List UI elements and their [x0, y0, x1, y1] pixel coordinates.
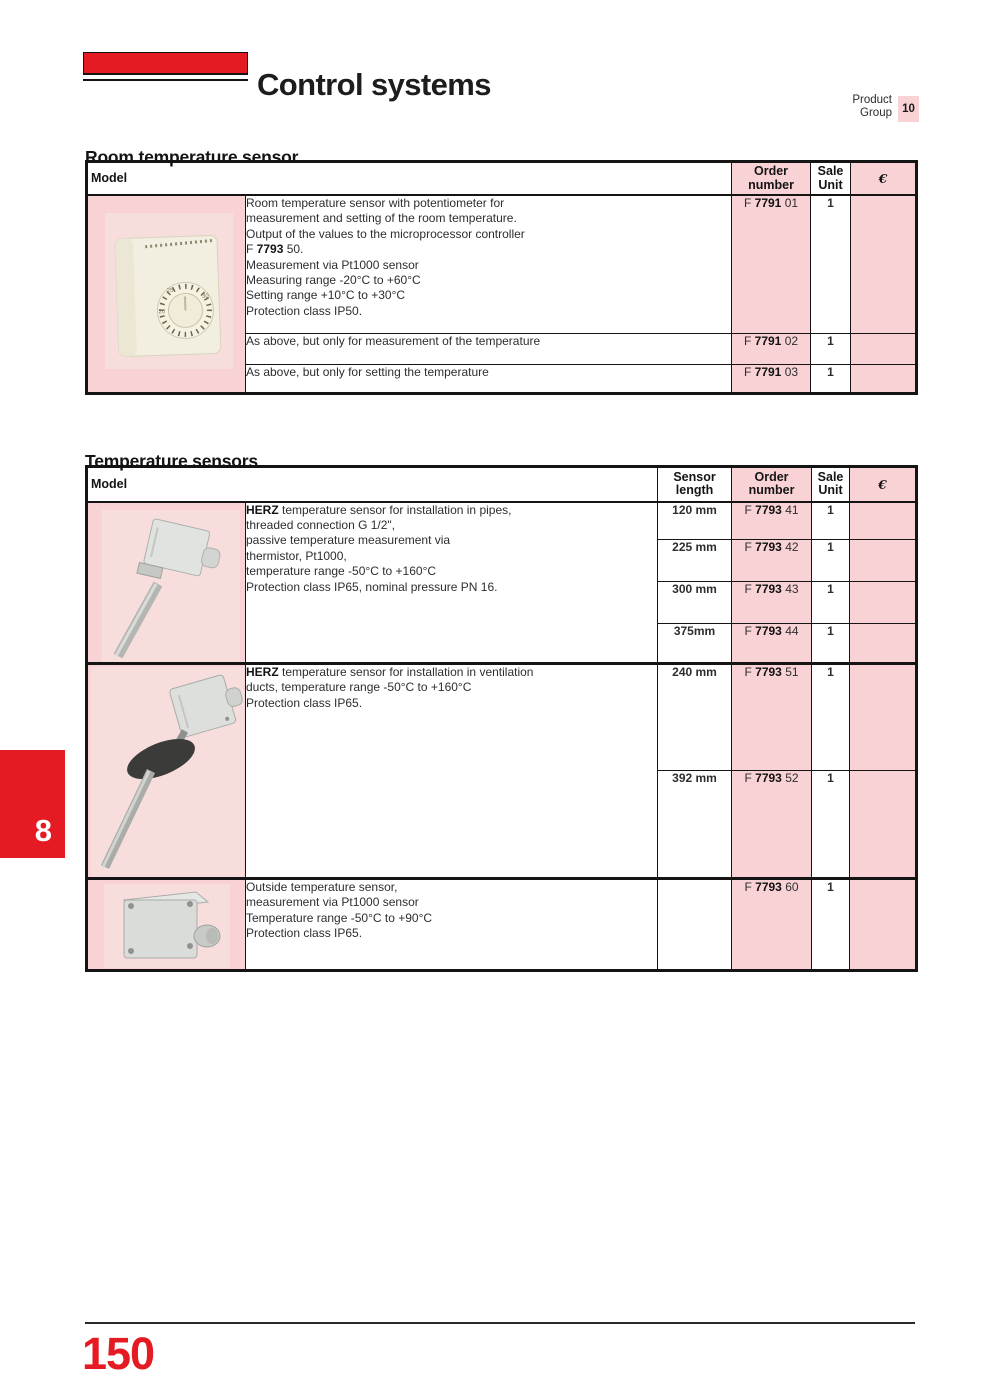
price-cell	[850, 771, 917, 879]
product-description: As above, but only for measurement of the temperature	[246, 333, 732, 364]
page-number: 150	[82, 1328, 155, 1379]
order-suffix: 42	[781, 540, 799, 554]
order-prefix: F	[744, 665, 756, 679]
order-prefix: F	[744, 880, 756, 894]
table-row	[87, 502, 917, 540]
column-header-order-number: Order number	[732, 162, 811, 196]
footer-rule	[85, 1322, 915, 1324]
order-main: 7791	[754, 364, 782, 379]
order-main: 7793	[755, 880, 782, 894]
order-suffix: 52	[781, 771, 799, 785]
column-header-model: Model	[87, 162, 732, 196]
order-prefix: F	[743, 196, 755, 210]
price-cell	[851, 333, 917, 364]
table-row	[87, 195, 917, 333]
order-number	[732, 624, 812, 664]
price-cell	[851, 364, 917, 393]
svg-text:25: 25	[166, 287, 174, 295]
product-photo-cell	[87, 664, 246, 879]
order-number	[732, 540, 812, 582]
column-header-sale-unit: Sale Unit	[811, 162, 851, 196]
sensor-length	[658, 879, 732, 971]
sensor-length: 240 mm	[658, 664, 732, 771]
product-description: Room temperature sensor with potentiometer for measurement and setting of the room temperature. Output of the values to the microprocessor controller F 7793 50. Measurement via Pt1000 sensor Measuring range -20°C to +60°C Setting range +10°C to +30°C Protection class IP50.	[246, 195, 732, 333]
section-heading-temperature-sensors: Temperature sensors	[85, 450, 258, 471]
sale-unit: 1	[811, 333, 851, 364]
sale-unit: 1	[812, 502, 850, 540]
order-main: 7793	[755, 771, 782, 785]
sale-unit: 1	[812, 540, 850, 582]
order-number	[732, 664, 812, 771]
sensor-length: 120 mm	[658, 502, 732, 540]
product-description: Outside temperature sensor, measurement via Pt1000 sensor Temperature range -50°C to +90°C Protection class IP65.	[246, 879, 658, 971]
order-main: 7793	[755, 540, 782, 554]
sensor-length: 392 mm	[658, 771, 732, 879]
order-number	[732, 195, 811, 333]
order-prefix: F	[744, 502, 756, 517]
order-main: 7791	[754, 333, 782, 348]
order-main: 7793	[755, 624, 782, 638]
order-suffix: 51	[781, 665, 799, 679]
order-prefix: F	[743, 333, 755, 348]
table-row	[87, 879, 917, 971]
order-main: 7793	[755, 502, 782, 517]
sensor-length: 300 mm	[658, 582, 732, 624]
section-heading-room-temperature-sensor: Room temperature sensor	[85, 146, 299, 167]
product-description: As above, but only for setting the temperature	[246, 364, 732, 393]
red-bar-underline	[83, 79, 248, 81]
price-cell	[850, 502, 917, 540]
order-suffix: 03	[781, 364, 799, 379]
order-prefix: F	[744, 771, 756, 785]
price-cell	[850, 540, 917, 582]
product-photo-cell	[87, 502, 246, 664]
table-header-row	[87, 467, 917, 502]
order-suffix: 02	[781, 333, 799, 348]
column-header-order-number: Order number	[732, 467, 812, 502]
order-prefix: F	[744, 624, 756, 638]
order-number	[732, 771, 812, 879]
order-suffix: 60	[781, 880, 799, 894]
product-group-value-badge: 10	[898, 96, 919, 122]
order-number	[732, 364, 811, 393]
price-cell	[851, 195, 917, 333]
sale-unit: 1	[811, 364, 851, 393]
product-group-label-line2: Group	[860, 107, 892, 119]
order-suffix: 44	[781, 624, 799, 638]
svg-text:20: 20	[158, 309, 166, 316]
page-title: Control systems	[257, 66, 491, 102]
price-cell	[850, 664, 917, 771]
order-number	[732, 502, 812, 540]
sale-unit: 1	[812, 664, 850, 771]
sale-unit: 1	[812, 879, 850, 971]
price-cell	[850, 582, 917, 624]
product-group-label-line1: Product	[852, 94, 892, 106]
order-number	[732, 582, 812, 624]
product-group-label	[800, 94, 892, 120]
column-header-sale-unit: Sale Unit	[812, 467, 850, 502]
price-cell	[850, 624, 917, 664]
red-accent-bar	[83, 52, 248, 75]
sale-unit: 1	[812, 582, 850, 624]
order-main: 7793	[755, 582, 782, 596]
order-number	[732, 333, 811, 364]
order-prefix: F	[743, 364, 755, 379]
order-suffix: 01	[781, 196, 799, 210]
svg-text:30: 30	[201, 293, 209, 300]
pipe-sensor-photo	[102, 510, 240, 662]
order-prefix: F	[744, 582, 756, 596]
table-header-row	[87, 162, 917, 196]
product-description: HERZ temperature sensor for installation in pipes, threaded connection G 1/2", passive temperature measurement via thermistor, Pt1000, temperature range -50°C to +160°C Protection class IP65, nominal pressure PN 16.	[246, 502, 658, 664]
sensor-length: 375mm	[658, 624, 732, 664]
room-thermostat-photo	[105, 213, 233, 369]
column-header-sensor-length: Sensor length	[658, 467, 732, 502]
product-description: HERZ temperature sensor for installation in ventilation ducts, temperature range -50°C to +160°C Protection class IP65.	[246, 664, 658, 879]
sale-unit: 1	[812, 771, 850, 879]
table-row	[87, 664, 917, 771]
price-cell	[850, 879, 917, 971]
sensor-length: 225 mm	[658, 540, 732, 582]
room-temperature-sensor-table	[85, 160, 918, 395]
order-suffix: 41	[781, 502, 799, 517]
order-prefix: F	[744, 540, 756, 554]
product-photo-cell	[87, 879, 246, 971]
outside-sensor-photo	[104, 884, 230, 968]
order-suffix: 43	[781, 582, 799, 596]
order-number	[732, 879, 812, 971]
chapter-tab: 8	[0, 750, 65, 858]
product-photo-cell	[87, 195, 246, 393]
column-header-euro: €	[851, 162, 917, 196]
duct-sensor-photo	[91, 667, 244, 877]
order-main: 7791	[754, 196, 782, 210]
column-header-euro: €	[850, 467, 917, 502]
sale-unit: 1	[812, 624, 850, 664]
temperature-sensors-table	[85, 465, 918, 972]
order-main: 7793	[755, 665, 782, 679]
sale-unit: 1	[811, 195, 851, 333]
column-header-model: Model	[87, 467, 658, 502]
